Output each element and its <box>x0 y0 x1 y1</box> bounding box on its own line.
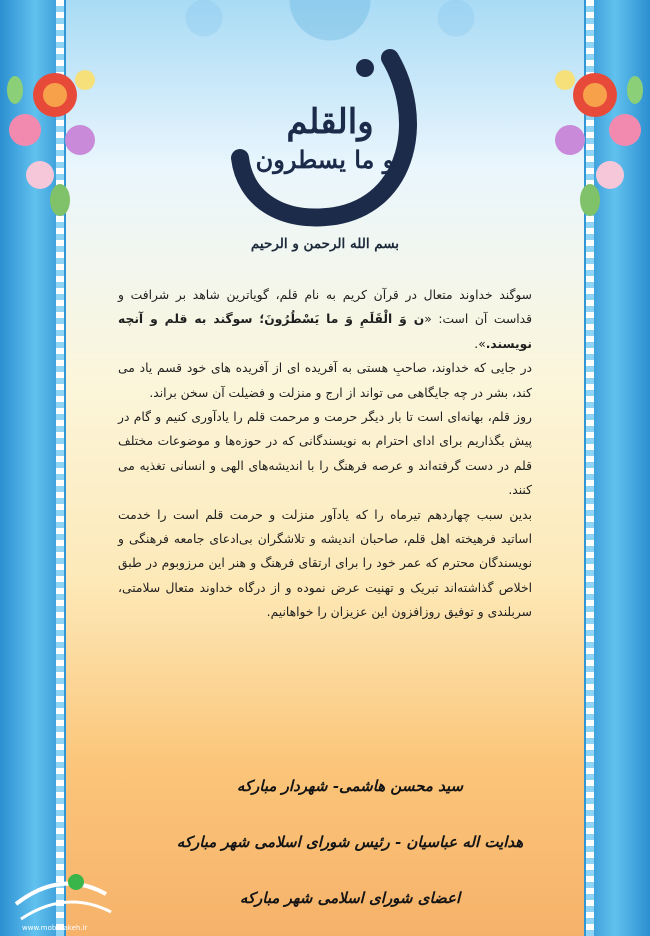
signature-council-head: هدایت اله عباسیان - رئیس شورای اسلامی شهر مبارکه <box>176 833 524 851</box>
paragraph-1 <box>118 283 532 356</box>
paragraph-3: روز قلم، بهانه‌ای است تا بار دیگر حرمت و مرحمت قلم را یادآوری کنیم و گام در پیش بگذاریم برای ادای احترام به نویسندگانی که در حوزه‌ها و موضوعات مختلف قلم در دست گرفته‌اند و عرصه فرهنگ را با اندیشه‌های الهی و انسانی تغذیه می کنند. <box>118 410 532 498</box>
signature-council-members: اعضای شورای اسلامی شهر مبارکه <box>239 889 461 907</box>
letter-body <box>118 283 532 625</box>
quote-close: ». <box>474 336 486 351</box>
calligraphy-logo-icon <box>225 38 425 228</box>
flower-bouquet-left-icon <box>0 40 110 220</box>
paragraph-4: بدین سبب چهاردهم تیرماه را که یادآور منزلت و حرمت قلم است را خدمت اساتید فرهیخته اهل قلم، صاحبان اندیشه و تلاشگران بی‌ادعای جامعه فرهنگی و نویسندگان محترم که عمر خود را برای ارتقای فرهنگ و هنر این مرزوبوم در طبق اخلاص گذاشته‌اند تبریک و تهنیت عرض نموده و از درگاه خداوند متعال سلامتی، سربلندی و توفیق روزافزون این عزیزان را خواهانیم. <box>118 507 532 620</box>
quran-quote: ن وَ الْقَلَمِ وَ ما یَسْطُرُونَ؛ سوگند به قلم و آنچه نویسند. <box>118 312 532 351</box>
svg-text:و ما یسطرون: و ما یسطرون <box>255 145 395 174</box>
svg-text:والقلم: والقلم <box>286 102 374 142</box>
website-url: www.mobarakeh.ir <box>22 924 88 932</box>
bismillah-heading: بسم الله الرحمن و الرحیم <box>250 236 400 252</box>
signature-block <box>150 767 550 935</box>
paragraph-1-text: سوگند خداوند متعال در قرآن کریم به نام قلم، گویاترین شاهد بر شرافت و قداست آن است: « <box>118 288 532 327</box>
flower-bouquet-right-icon <box>540 40 650 220</box>
paragraph-2: در جایی که خداوند، صاحبِ هستی به آفریده ای از آفریده های خود قسم یاد می کند، بشر در چه جایگاهی می تواند از ارج و منزلت و فضیلت آن سخن براند. <box>118 361 532 400</box>
signature-mayor: سید محسن هاشمی- شهردار مبارکه <box>236 777 464 795</box>
